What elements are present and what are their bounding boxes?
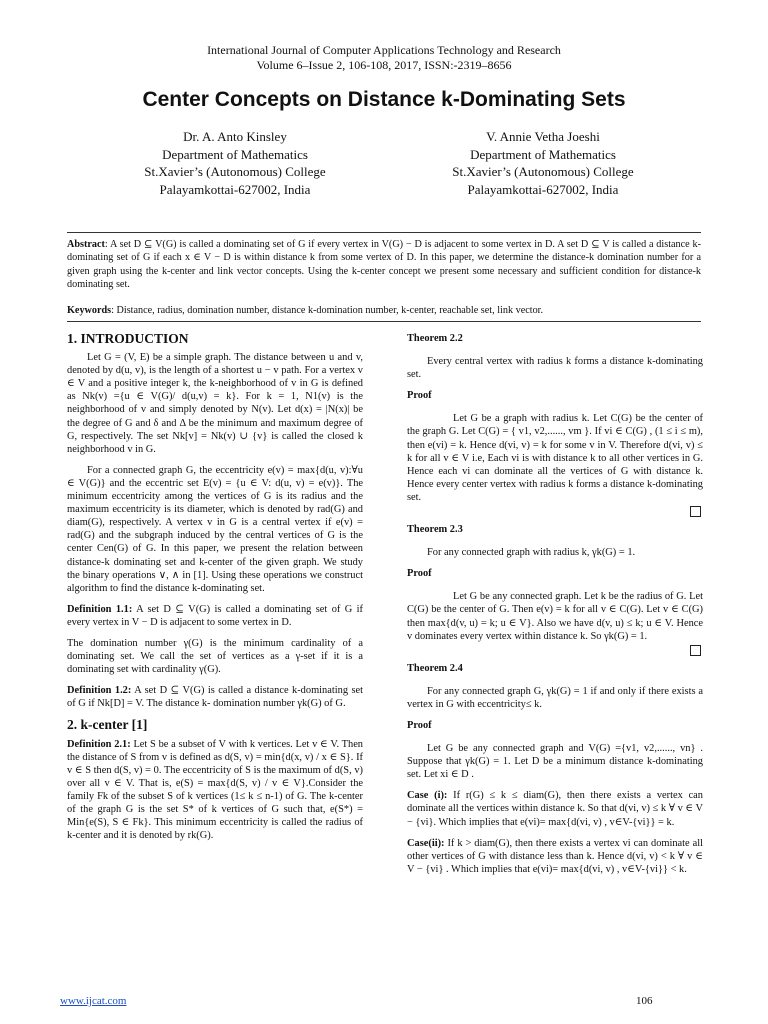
author-name: Dr. A. Anto Kinsley [183, 129, 287, 144]
paper-title: Center Concepts on Distance k-Dominating Sets [142, 88, 626, 111]
proof-title: Proof [407, 390, 432, 402]
journal-name: International Journal of Computer Applications Technology and Research [207, 43, 561, 57]
proof-text: Let G be any connected graph. Let k be the radius of G. Let C(G) be the center of G. Then e(v) = k for all v ∈ C(G). Let v ∈ C(G) then max{d(v, u) = k; u ∈ V}. Also we have d(v, u) ≤ k; u ∈ V. Hence v dominates every vertex within distance k. So γk(G) = 1. [407, 591, 703, 642]
definition-text: Let S be a subset of V with k vertices. Let v ∈ V. Then the distance of S from v is defined as d(S, v) = min{d(x, v) / x ∈ S}. If v ∈ S then d(S, v) = 0. The eccentricity of S is the maximum of d(S, v) over all v ∈ V. That is, e(S) = max{d(S, v) / v ∈ V}.Consider the family Fk of the subset S of k vertices (1≤ k ≤ n-1) of G. The k-center of the graph G is the set S* of k vertices of G such that, e(S*) = Min{e(S), S ∈ Fk}. This minimum eccentricity is called the radius of k-center and it is denoted by rk(G). [67, 738, 364, 842]
journal-volume-info: Volume 6–Issue 2, 106-108, 2017, ISSN:-2319–8656 [256, 58, 512, 72]
abstract-top-rule [67, 232, 701, 233]
theorem-2-2-statement: Every central vertex with radius k forms a distance k-dominating set. [407, 356, 703, 381]
journal-website-link[interactable]: www.ijcat.com [60, 995, 127, 1007]
abstract-text: : A set D ⊆ V(G) is called a dominating set of G if every vertex in V(G) − D is adjacent to some vertex in D. A set D ⊆ V is called a distance k-dominating set of G if each x ∈ V − D is within distance k from some vertex of D. In this paper, we determine the distance-k domination number for a given graph using the k-center and link vector concepts. Using the k-center concept we present some necessary and sufficient condition for distance-k dominating set. [67, 239, 701, 290]
theorem-2-3-title: Theorem 2.3 [407, 524, 463, 536]
intro-paragraph-1: Let G = (V, E) be a simple graph. The distance between u and v, denoted by d(u, v), is the length of a shortest u − v path. For a vertex v ∈ V and a positive integer k, the k-neighborhood of v in G is defined as Nk(v) ={u ∈ V(G)/ d(u,v) = k}. For k = 1, N1(v) is the neighborhood of v and simply denoted by N(v). Let d(x) = |N(x)| be the degree of G and δ and Δ be the minimum and maximum degree of G, respectively. The set Nk[v] = Nk(v) ∪ {v} is called the closed k neighborhood v in G. [67, 352, 363, 455]
definition-label: Definition 1.2: [67, 685, 132, 697]
section-heading-k-center: 2. k-center [1] [67, 717, 148, 733]
page-number: 106 [636, 995, 653, 1007]
definition-label: Definition 1.1: [67, 603, 133, 615]
author-name: V. Annie Vetha Joeshi [486, 129, 600, 144]
keywords-bottom-rule [67, 321, 701, 322]
keywords-label: Keywords [67, 305, 112, 316]
definition-label: Definition 2.1: [67, 738, 131, 750]
definition-2-1 [67, 738, 363, 843]
abstract-label: Abstract [67, 239, 105, 250]
author-address: Palayamkottai-627002, India [159, 181, 311, 197]
theorem-2-2-title: Theorem 2.2 [407, 333, 463, 344]
case-2 [407, 837, 703, 876]
proof-title: Proof [407, 568, 432, 580]
abstract [67, 238, 701, 291]
case-text: If r(G) ≤ k ≤ diam(G), then there exists a vertex can dominate all the vertices within distance k. So that d(vi, v) ≤ k ∀ v ∈ V − {vi}. Which implies that e(vi)= max{d(vi, v) , v∈V-{vi}} = k. [407, 790, 703, 828]
author-college: St.Xavier’s (Autonomous) College [144, 164, 326, 179]
proof-title: Proof [407, 719, 432, 731]
left-column [67, 332, 363, 850]
definition-1-1 [67, 603, 363, 629]
right-column [407, 332, 703, 884]
section-heading-introduction: 1. INTRODUCTION [67, 331, 189, 346]
proof-text: Let G be any connected graph and V(G) ={v1, v2,......, vn} . Suppose that γk(G) = 1. Let D be a minimum distance k-dominating set. Let xi ∈ D . [407, 743, 703, 781]
definition-1-2 [67, 684, 363, 710]
intro-paragraph-2: For a connected graph G, the eccentricity e(v) = max{d(u, v):∀u ∈ V(G)} and the eccentric set E(v) = {u ∈ V: d(u, v) = e(v)}. The minimum eccentricity among the vertices of G is its radius and the maximum eccentricity is its diameter, which is denoted by rad(G) and diam(G), respectively. A vertex v in G is a central vertex if e(v) = rad(G) and the subgraph induced by the central vertices of G is the center Cen(G) of G. In this paper, we present the relation between distance-k dominating set and k-center of the given graph. We study the binary operations ∨, ∧ in [1]. Using these operations we construct algorithm to find the distance k-dominating set. [67, 464, 363, 594]
qed-box-icon [690, 506, 701, 517]
case-label: Case(ii): [407, 837, 445, 849]
theorem-2-4-statement: For any connected graph G, γk(G) = 1 if and only if there exists a vertex in G with eccentricity≤ k. [407, 685, 703, 710]
definition-text: A set D ⊆ V(G) is called a dominating set of G if every vertex in V − D is adjacent to some vertex in D. [67, 603, 363, 628]
author-address: Palayamkottai-627002, India [467, 181, 619, 197]
theorem-2-4-title: Theorem 2.4 [407, 662, 463, 674]
author-college: St.Xavier’s (Autonomous) College [452, 164, 634, 179]
keywords-text: : Distance, radius, domination number, distance k-domination number, k-center, reachable set, link vector. [111, 305, 544, 316]
keywords [67, 304, 701, 317]
case-label: Case (i): [407, 790, 448, 802]
author-block-2 [393, 128, 693, 198]
domination-number-paragraph: The domination number γ(G) is the minimum cardinality of a dominating set. We call the set of vertices as a γ-set if it is a dominating set with cardinality γ(G). [67, 637, 363, 676]
author-department: Department of Mathematics [162, 146, 308, 162]
case-text: If k > diam(G), then there exists a vertex vi can dominate all other vertices of G with distance less than k. Hence d(vi, v) < k ∀ v ∈ V − {vi} . Which implies that e(vi)= max{d(vi, v) , v∈V-{vi}} < k. [407, 837, 703, 875]
author-block-1 [85, 128, 385, 198]
definition-text: A set D ⊆ V(G) is called a distance k-dominating set of G if Nk[D] = V. The distance k- domination number γk(G) of G. [67, 685, 363, 710]
case-1 [407, 789, 703, 828]
proof-text: Let G be a graph with radius k. Let C(G) be the center of the graph G. Let C(G) = { v1, v2,......, vm }. If vi ∈ C(G) , (1 ≤ i ≤ m), then e(vi) = k. Hence d(vi, v) = k for some v in V. Therefore d(vi, v) ≤ k for all v ∈ V i.e, Each vi is with distance k to all other vertices in G. Hence each vi can dominate all the vertices of G with distance k. Hence every center vertex with radius k forms a distance k-dominating set. [407, 413, 703, 503]
author-department: Department of Mathematics [470, 146, 616, 162]
qed-box-icon [690, 645, 701, 656]
theorem-2-3-statement: For any connected graph with radius k, γk(G) = 1. [427, 547, 636, 559]
